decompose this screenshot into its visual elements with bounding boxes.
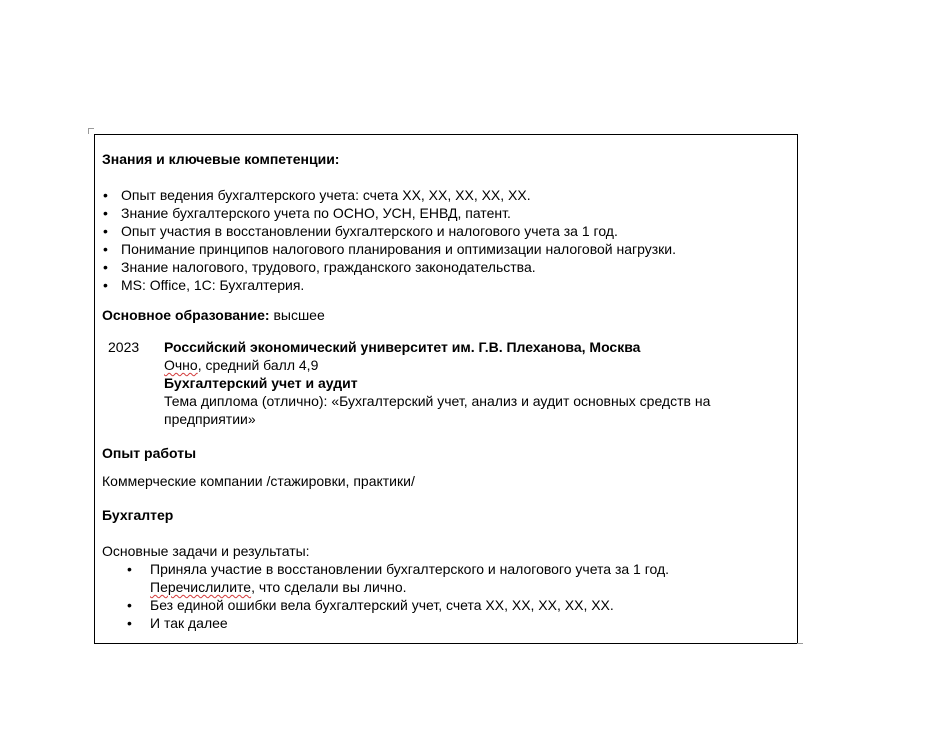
task-item xyxy=(102,560,792,596)
skill-item: • Знание бухгалтерского учета по ОСНО, УСН, ЕНВД, патент. xyxy=(102,204,792,222)
specialty: Бухгалтерский учет и аудит xyxy=(164,375,358,391)
education-heading-value: высшее xyxy=(269,307,325,323)
skill-item: • Понимание принципов налогового планирования и оптимизации налоговой нагрузки. xyxy=(102,240,792,258)
skill-item: • Опыт участия в восстановлении бухгалтерского и налогового учета за 1 год. xyxy=(102,222,792,240)
position-title: Бухгалтер xyxy=(102,507,174,523)
task-item: • Без единой ошибки вела бухгалтерский учет, счета ХХ, ХХ, ХХ, ХХ, ХХ. xyxy=(102,596,792,614)
study-mode-rest: , средний балл 4,9 xyxy=(197,357,319,373)
tasks-list xyxy=(102,560,792,632)
education-heading-label: Основное образование: xyxy=(102,307,270,323)
skill-item: • MS: Office, 1С: Бухгалтерия. xyxy=(102,276,792,294)
university-name: Российский экономический университет им. Г.В. Плеханова, Москва xyxy=(164,339,641,355)
experience-heading: Опыт работы xyxy=(102,445,197,461)
education-entry xyxy=(108,338,792,428)
task-item: • И так далее xyxy=(102,614,792,632)
task-text-rest: , что сделали вы лично. xyxy=(251,579,407,595)
task-text: Приняла участие в восстановлении бухгалтерского и налогового учета за 1 год. xyxy=(150,561,670,577)
skills-heading: Знания и ключевые компетенции: xyxy=(102,151,340,167)
study-mode xyxy=(164,356,792,374)
table-resize-mark xyxy=(797,643,803,644)
resume-content xyxy=(102,150,792,632)
spellcheck-word: Очно xyxy=(164,357,198,373)
education-year: 2023 xyxy=(108,339,140,355)
education-details xyxy=(164,338,792,428)
tasks-label: Основные задачи и результаты: xyxy=(102,543,310,559)
education-heading xyxy=(102,306,792,324)
skill-item: • Знание налогового, трудового, гражданского законодательства. xyxy=(102,258,792,276)
skills-list xyxy=(102,186,792,294)
skill-item: • Опыт ведения бухгалтерского учета: счета ХХ, ХХ, ХХ, ХХ, ХХ. xyxy=(102,186,792,204)
thesis-topic: Тема диплома (отлично): «Бухгалтерский учет, анализ и аудит основных средств на предприятии» xyxy=(164,393,711,427)
companies-line: Коммерческие компании /стажировки, практики/ xyxy=(102,473,415,489)
spellcheck-word: Перечислилите xyxy=(150,579,252,595)
